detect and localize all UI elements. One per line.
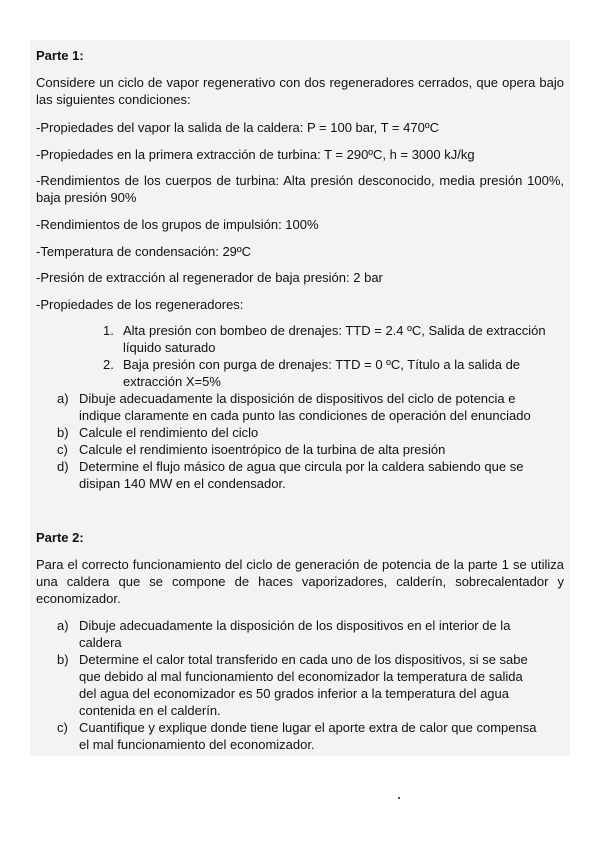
p1-question-d-line2: disipan 140 MW en el condensador. — [79, 476, 286, 491]
regenerator-2-number: 2. — [103, 357, 114, 372]
regenerator-2-line2: extracción X=5% — [123, 374, 221, 389]
condition-pump-efficiencies: -Rendimientos de los grupos de impulsión: 100% — [36, 217, 319, 232]
p2-question-a-line2: caldera — [79, 635, 122, 650]
p2-question-b-line2: que debido al mal funcionamiento del economizador la temperatura de salida — [79, 669, 523, 684]
p1-question-d-letter: d) — [57, 459, 69, 474]
parte2-title: Parte 2: — [36, 530, 84, 545]
condition-condensation-temp: -Temperatura de condensación: 29ºC — [36, 244, 252, 259]
condition-regenerator-properties: -Propiedades de los regeneradores: — [36, 297, 244, 312]
regenerator-2-line1: Baja presión con purga de drenajes: TTD = 0 ºC, Título a la salida de — [123, 357, 521, 372]
stray-dot — [398, 797, 400, 799]
condition-first-extraction: -Propiedades en la primera extracción de turbina: T = 290ºC, h = 3000 kJ/kg — [36, 147, 475, 162]
p1-question-a-letter: a) — [57, 391, 69, 406]
p1-question-c-letter: c) — [57, 442, 68, 457]
p1-question-c-line1: Calcule el rendimiento isoentrópico de la turbina de alta presión — [79, 442, 446, 457]
condition-extraction-pressure: -Presión de extracción al regenerador de baja presión: 2 bar — [36, 270, 383, 285]
p2-question-b-line3: del agua del economizador es 50 grados inferior a la temperatura del agua — [79, 686, 509, 701]
p2-question-a-letter: a) — [57, 618, 69, 633]
regenerator-1-line1: Alta presión con bombeo de drenajes: TTD = 2.4 ºC, Salida de extracción — [123, 323, 546, 338]
p1-question-b-line1: Calcule el rendimiento del ciclo — [79, 425, 259, 440]
regenerator-1-number: 1. — [103, 323, 114, 338]
p1-question-a-line2: indique claramente en cada punto las condiciones de operación del enunciado — [79, 408, 531, 423]
p2-question-c-line1: Cuantifique y explique donde tiene lugar el aporte extra de calor que compensa — [79, 720, 537, 735]
p2-question-b-letter: b) — [57, 652, 69, 667]
parte2-intro: Para el correcto funcionamiento del ciclo de generación de potencia de la parte 1 se utiliza una caldera que se compone de haces vaporizadores, calderín, sobrecalentador y economizador. — [36, 557, 564, 606]
p2-question-a-line1: Dibuje adecuadamente la disposición de los dispositivos en el interior de la — [79, 618, 511, 633]
p2-question-b-line1: Determine el calor total transferido en cada uno de los dispositivos, si se sabe — [79, 652, 528, 667]
regenerator-1-line2: líquido saturado — [123, 340, 216, 355]
p2-question-b-line4: contenida en el calderín. — [79, 703, 221, 718]
p2-question-c-letter: c) — [57, 720, 68, 735]
p2-question-c-line2: el mal funcionamiento del economizador. — [79, 737, 315, 752]
parte1-title: Parte 1: — [36, 48, 84, 63]
p1-question-d-line1: Determine el flujo másico de agua que circula por la caldera sabiendo que se — [79, 459, 524, 474]
condition-steam-outlet: -Propiedades del vapor la salida de la caldera: P = 100 bar, T = 470ºC — [36, 120, 439, 135]
parte1-intro: Considere un ciclo de vapor regenerativo con dos regeneradores cerrados, que opera bajo las siguientes condiciones: — [36, 75, 564, 107]
condition-turbine-efficiencies: -Rendimientos de los cuerpos de turbina: Alta presión desconocido, media presión 100%, baja presión 90% — [36, 173, 564, 205]
p1-question-a-line1: Dibuje adecuadamente la disposición de dispositivos del ciclo de potencia e — [79, 391, 516, 406]
p1-question-b-letter: b) — [57, 425, 69, 440]
